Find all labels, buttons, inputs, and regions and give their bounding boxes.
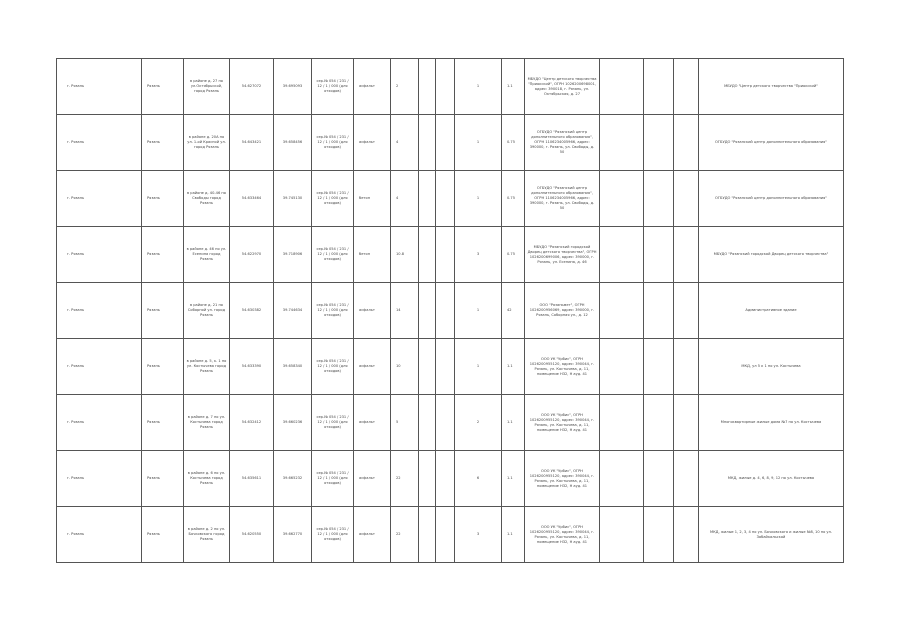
cell-count: 1 xyxy=(455,283,502,339)
cell-owner: ООО УК "Урбис", ОГРН 1026200955120, адрес: 390044, г. Рязань, ул. Костычева, д. 11, помещение Н32, Н ауд. 41 xyxy=(525,507,600,563)
cell-registry: сер.№ 054 / 231 / 12 / 1 / 000 (для отходов) xyxy=(312,59,354,115)
cell-area: 4 xyxy=(391,115,419,171)
cell-volume: 1.1 xyxy=(502,59,525,115)
table-row xyxy=(57,59,844,115)
cell-registry: сер.№ 054 / 231 / 12 / 1 / 000 (для отходов) xyxy=(312,171,354,227)
cell-source: ОГБУДО "Рязанский центр дополнительного образования" xyxy=(699,171,844,227)
cell-count: 3 xyxy=(455,227,502,283)
cell-volume: 42 xyxy=(502,283,525,339)
table-row xyxy=(57,115,844,171)
cell-empty xyxy=(674,451,699,507)
cell-registry: сер.№ 054 / 231 / 12 / 1 / 000 (для отходов) xyxy=(312,395,354,451)
cell-volume: 0.75 xyxy=(502,171,525,227)
cell-address: в районе д. 5, к. 1 по ул. Костычева город Рязань xyxy=(184,339,230,395)
container-sites-table xyxy=(56,58,844,563)
cell-lon: 39.658340 xyxy=(274,339,312,395)
cell-empty xyxy=(674,507,699,563)
cell-surface: асфальт xyxy=(354,115,391,171)
table-row xyxy=(57,283,844,339)
cell-city2: Рязань xyxy=(142,283,184,339)
cell-city2: Рязань xyxy=(142,227,184,283)
cell-area: 5 xyxy=(391,395,419,451)
cell-empty xyxy=(600,283,644,339)
cell-volume: 1.1 xyxy=(502,451,525,507)
cell-city: г. Рязань xyxy=(57,507,142,563)
cell-address: в районе д. 46 по ул. Есенина город Рязань xyxy=(184,227,230,283)
cell-count: 1 xyxy=(455,115,502,171)
cell-empty xyxy=(674,59,699,115)
cell-empty xyxy=(419,227,436,283)
cell-city: г. Рязань xyxy=(57,451,142,507)
cell-empty xyxy=(674,283,699,339)
cell-source: МКД, жилые 1, 2, 3, 4 по ул. Бочковского и жилые №8, 10 по ул. Забайкальской xyxy=(699,507,844,563)
cell-area: 22 xyxy=(391,507,419,563)
cell-address: в районе д. 20А по ул. 1-ой Красной ул. город Рязань xyxy=(184,115,230,171)
cell-city2: Рязань xyxy=(142,451,184,507)
cell-area: 10 xyxy=(391,339,419,395)
cell-address: в районе д. 40-46 по Свободы город Рязань xyxy=(184,171,230,227)
cell-lat: 54.630382 xyxy=(230,283,274,339)
cell-city: г. Рязань xyxy=(57,339,142,395)
table-row xyxy=(57,339,844,395)
cell-empty xyxy=(436,451,455,507)
cell-city: г. Рязань xyxy=(57,227,142,283)
cell-empty xyxy=(600,115,644,171)
table-row xyxy=(57,507,844,563)
cell-empty xyxy=(674,395,699,451)
cell-count: 3 xyxy=(455,507,502,563)
cell-city2: Рязань xyxy=(142,115,184,171)
cell-empty xyxy=(419,115,436,171)
cell-area: 22 xyxy=(391,451,419,507)
cell-empty xyxy=(674,171,699,227)
cell-city: г. Рязань xyxy=(57,59,142,115)
cell-empty xyxy=(436,395,455,451)
cell-lon: 39.658456 xyxy=(274,115,312,171)
cell-registry: сер.№ 054 / 231 / 12 / 1 / 000 (для отходов) xyxy=(312,451,354,507)
cell-empty xyxy=(644,59,674,115)
cell-registry: сер.№ 054 / 231 / 12 / 1 / 000 (для отходов) xyxy=(312,507,354,563)
cell-registry: сер.№ 054 / 231 / 12 / 1 / 000 (для отходов) xyxy=(312,283,354,339)
cell-owner: МБУДО "Центр детского творчества "Приокский", ОГРН 1026200698001, адрес: 390018, г. Рязань, ул. Октябрьская, д. 27 xyxy=(525,59,600,115)
cell-lat: 54.633464 xyxy=(230,171,274,227)
cell-empty xyxy=(644,171,674,227)
cell-city2: Рязань xyxy=(142,59,184,115)
cell-lon: 39.660236 xyxy=(274,395,312,451)
cell-lon: 39.665232 xyxy=(274,451,312,507)
cell-lat: 54.643421 xyxy=(230,115,274,171)
cell-empty xyxy=(644,227,674,283)
cell-empty xyxy=(600,171,644,227)
cell-area: 2 xyxy=(391,59,419,115)
cell-count: 2 xyxy=(455,395,502,451)
cell-empty xyxy=(436,115,455,171)
cell-empty xyxy=(644,115,674,171)
cell-address: в районе д. 2 по ул. Бочковского город Рязань xyxy=(184,507,230,563)
cell-count: 6 xyxy=(455,451,502,507)
cell-city: г. Рязань xyxy=(57,283,142,339)
cell-empty xyxy=(419,171,436,227)
cell-empty xyxy=(419,451,436,507)
cell-surface: бетон xyxy=(354,227,391,283)
cell-city2: Рязань xyxy=(142,339,184,395)
cell-empty xyxy=(600,507,644,563)
cell-city2: Рязань xyxy=(142,171,184,227)
cell-address: в районе д. 7 по ул. Костычева город Рязань xyxy=(184,395,230,451)
cell-lat: 54.635611 xyxy=(230,451,274,507)
cell-count: 1 xyxy=(455,339,502,395)
cell-surface: бетон xyxy=(354,171,391,227)
cell-empty xyxy=(436,339,455,395)
cell-owner: МБУДО "Рязанский городской Дворец детского творчества", ОГРН 1026200699006, адрес: 390000, г. Рязань, ул. Есенина, д. 46 xyxy=(525,227,600,283)
cell-lat: 54.622970 xyxy=(230,227,274,283)
cell-owner: ООО УК "Урбис", ОГРН 1026200955120, адрес: 390044, г. Рязань, ул. Костычева, д. 11, помещение Н32, Н ауд. 41 xyxy=(525,395,600,451)
cell-empty xyxy=(436,507,455,563)
cell-city: г. Рязань xyxy=(57,115,142,171)
cell-empty xyxy=(674,339,699,395)
cell-area: 4 xyxy=(391,171,419,227)
cell-source: ОГБУДО "Рязанский центр дополнительного образования" xyxy=(699,115,844,171)
cell-surface: асфальт xyxy=(354,59,391,115)
cell-registry: сер.№ 054 / 231 / 12 / 1 / 000 (для отходов) xyxy=(312,115,354,171)
cell-empty xyxy=(419,59,436,115)
cell-source: МБУДО "Центр детского творчества "Приокский" xyxy=(699,59,844,115)
cell-city2: Рязань xyxy=(142,507,184,563)
cell-empty xyxy=(644,395,674,451)
cell-count: 1 xyxy=(455,59,502,115)
cell-empty xyxy=(600,59,644,115)
cell-empty xyxy=(644,339,674,395)
table-row xyxy=(57,227,844,283)
cell-area: 14 xyxy=(391,283,419,339)
cell-empty xyxy=(600,395,644,451)
cell-lat: 54.633390 xyxy=(230,339,274,395)
cell-owner: ООО УК "Урбис", ОГРН 1026200955120, адрес: 390044, г. Рязань, ул. Костычева, д. 11, помещение Н32, Н ауд. 41 xyxy=(525,451,600,507)
cell-volume: 0.75 xyxy=(502,227,525,283)
cell-lat: 54.620550 xyxy=(230,507,274,563)
cell-lon: 39.695093 xyxy=(274,59,312,115)
cell-surface: асфальт xyxy=(354,395,391,451)
cell-city: г. Рязань xyxy=(57,171,142,227)
cell-empty xyxy=(436,59,455,115)
cell-owner: ОГБУДО "Рязанский центр дополнительного образования", ОГРН 1106234005966, адрес: 390000, г. Рязань, ул. Свободы, д. 50 xyxy=(525,115,600,171)
cell-volume: 1.1 xyxy=(502,339,525,395)
cell-lon: 39.718906 xyxy=(274,227,312,283)
cell-address: в районе д. 21 по Соборной ул. город Рязань xyxy=(184,283,230,339)
cell-address: в районе д. 27 по ул.Октябрьской, город Рязань xyxy=(184,59,230,115)
cell-empty xyxy=(644,451,674,507)
cell-empty xyxy=(600,451,644,507)
cell-empty xyxy=(600,227,644,283)
cell-owner: ООО УК "Урбис", ОГРН 1026200955120, адрес: 390044, г. Рязань, ул. Костычева, д. 11, помещение Н32, Н ауд. 41 xyxy=(525,339,600,395)
cell-city2: Рязань xyxy=(142,395,184,451)
cell-lat: 54.632412 xyxy=(230,395,274,451)
cell-surface: асфальт xyxy=(354,339,391,395)
cell-city: г. Рязань xyxy=(57,395,142,451)
cell-count: 1 xyxy=(455,171,502,227)
cell-empty xyxy=(436,283,455,339)
cell-surface: асфальт xyxy=(354,507,391,563)
cell-volume: 0.75 xyxy=(502,115,525,171)
cell-source: МКД, жилые д. 4, 6, 8, 9, 12 по ул. Костычева xyxy=(699,451,844,507)
cell-registry: сер.№ 054 / 231 / 12 / 1 / 000 (для отходов) xyxy=(312,227,354,283)
cell-surface: асфальт xyxy=(354,283,391,339)
cell-owner: ОГБУДО "Рязанский центр дополнительного образования", ОГРН 1106234005966, адрес: 390000, г. Рязань, ул. Свободы, д. 50 xyxy=(525,171,600,227)
cell-volume: 1.1 xyxy=(502,507,525,563)
cell-empty xyxy=(644,283,674,339)
table-row xyxy=(57,171,844,227)
cell-empty xyxy=(644,507,674,563)
cell-registry: сер.№ 054 / 231 / 12 / 1 / 000 (для отходов) xyxy=(312,339,354,395)
cell-lat: 54.627072 xyxy=(230,59,274,115)
cell-empty xyxy=(436,171,455,227)
table-row xyxy=(57,451,844,507)
cell-address: в районе д. 6 по ул. Костычева город Рязань xyxy=(184,451,230,507)
cell-source: МБУДО "Рязанский городской Дворец детского творчества" xyxy=(699,227,844,283)
cell-empty xyxy=(419,395,436,451)
table-row xyxy=(57,395,844,451)
cell-area: 10.8 xyxy=(391,227,419,283)
cell-empty xyxy=(436,227,455,283)
cell-empty xyxy=(419,507,436,563)
cell-lon: 39.662770 xyxy=(274,507,312,563)
cell-lon: 39.745130 xyxy=(274,171,312,227)
cell-source: Многоквартирные жилые дома №7 по ул. Костычева xyxy=(699,395,844,451)
cell-empty xyxy=(674,115,699,171)
cell-empty xyxy=(419,339,436,395)
cell-empty xyxy=(600,339,644,395)
cell-empty xyxy=(419,283,436,339)
cell-surface: асфальт xyxy=(354,451,391,507)
cell-source: МКД, ул 5 к 1 по ул. Костычева xyxy=(699,339,844,395)
cell-lon: 39.744634 xyxy=(274,283,312,339)
cell-owner: ООО "Рязаньмет", ОГРН 1026200956069, адрес: 390000, г. Рязань, Соборная ул., д. 12 xyxy=(525,283,600,339)
cell-source: Административное здание xyxy=(699,283,844,339)
cell-volume: 1.1 xyxy=(502,395,525,451)
cell-empty xyxy=(674,227,699,283)
